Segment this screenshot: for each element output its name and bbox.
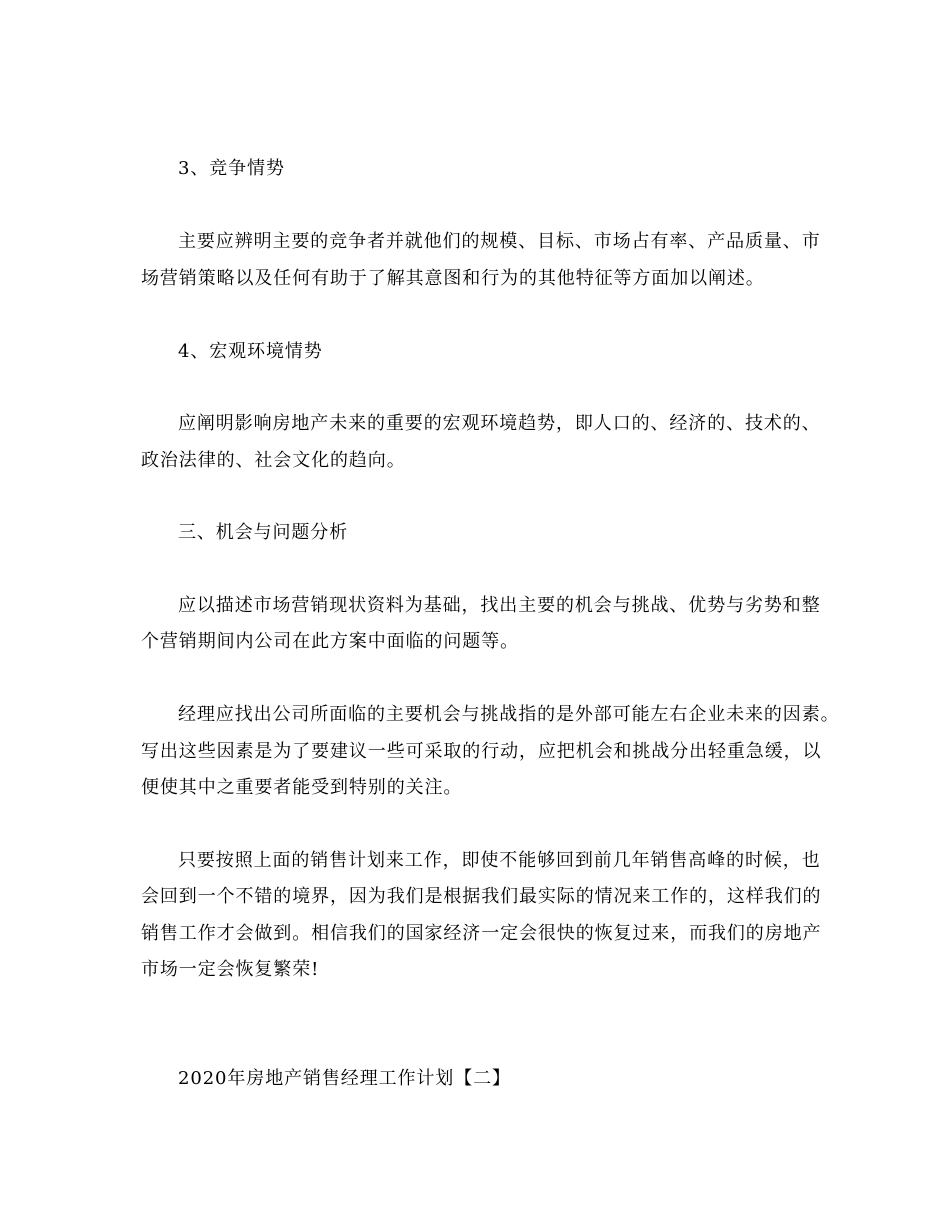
para-closing-line-2: 会回到一个不错的境界，因为我们是根据我们最实际的情况来工作的，这样我们的 bbox=[141, 886, 822, 907]
para-manager-line-1: 经理应找出公司所面临的主要机会与挑战指的是外部可能左右企业未来的因素。 bbox=[178, 704, 840, 725]
para-macro-line-2: 政治法律的、社会文化的趋向。 bbox=[141, 450, 406, 471]
para-competition-line-2: 场营销策略以及任何有助于了解其意图和行为的其他特征等方面加以阐述。 bbox=[141, 268, 765, 289]
para-opportunity-line-1: 应以描述市场营销现状资料为基础，找出主要的机会与挑战、优势与劣势和整 bbox=[178, 595, 821, 616]
para-manager-line-2: 写出这些因素是为了要建议一些可采取的行动，应把机会和挑战分出轻重急缓，以 bbox=[141, 741, 822, 762]
heading-macro: 4、宏观环境情势 bbox=[178, 341, 323, 362]
para-closing-line-4: 市场一定会恢复繁荣! bbox=[141, 959, 320, 980]
para-opportunity-line-2: 个营销期间内公司在此方案中面临的问题等。 bbox=[141, 631, 519, 652]
heading-section-3: 三、机会与问题分析 bbox=[178, 522, 349, 543]
para-closing-line-3: 销售工作才会做到。相信我们的国家经济一定会很快的恢复过来，而我们的房地产 bbox=[141, 923, 822, 944]
para-competition-line-1: 主要应辨明主要的竞争者并就他们的规模、目标、市场占有率、产品质量、市 bbox=[178, 231, 821, 252]
para-macro-line-1: 应阐明影响房地产未来的重要的宏观环境趋势，即人口的、经济的、技术的、 bbox=[178, 413, 821, 434]
heading-competition: 3、竞争情势 bbox=[178, 158, 285, 179]
next-section-title: 2020年房地产销售经理工作计划【二】 bbox=[178, 1068, 511, 1089]
para-closing-line-1: 只要按照上面的销售计划来工作，即使不能够回到前几年销售高峰的时候，也 bbox=[178, 850, 821, 871]
para-manager-line-3: 便使其中之重要者能受到特别的关注。 bbox=[141, 777, 463, 798]
